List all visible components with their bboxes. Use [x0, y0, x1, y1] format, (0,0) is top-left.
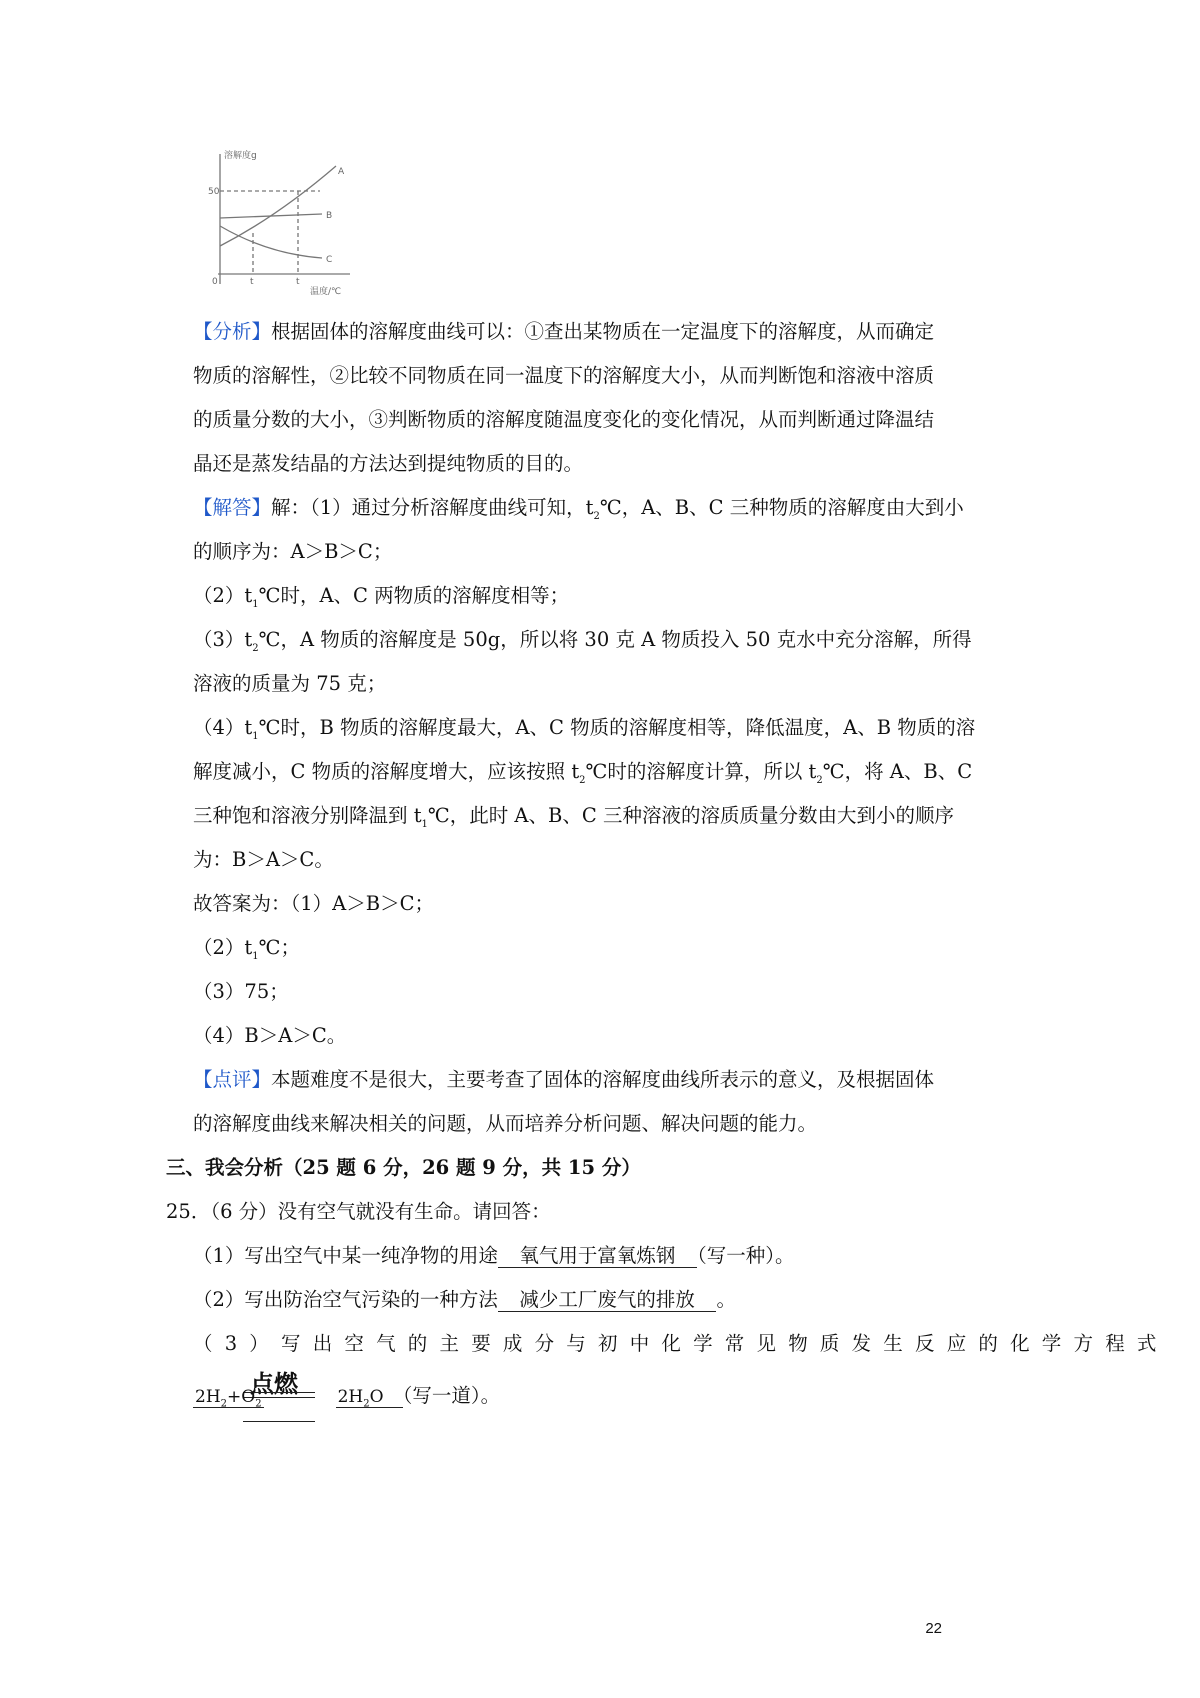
answer-line-1: 【解答】解：（1）通过分析溶解度曲线可知，$t_2℃$，A、B、C 三种物质的溶解度由大到小 [193, 496, 964, 522]
comment-line-2: 的溶解度曲线来解决相关的问题，从而培养分析问题、解决问题的能力。 [193, 1112, 818, 1135]
answer-line-2: 的顺序为：A＞B＞C； [193, 540, 393, 563]
y-axis-label: 溶解度g [224, 151, 257, 161]
analysis-line-4: 晶还是蒸发结晶的方法达到提纯物质的目的。 [193, 452, 584, 475]
question-25-part-1: （1）写出空气中某一纯净物的用途 氧气用于富氧炼钢 （写一种）。 [193, 1244, 795, 1267]
equation-line: $2H_2+O_2$ $2H_2O$ （写一道）。 [195, 1384, 501, 1410]
curve-c-label: C [326, 255, 333, 265]
x-tick-t1: t [250, 277, 254, 287]
equation-left: $2H_2+O_2$ [195, 1387, 262, 1410]
equation-condition: 点燃 [250, 1371, 298, 1398]
final-line-3: （3）75； [193, 980, 289, 1003]
answer-blank-2: 减少工厂废气的排放 [499, 1288, 715, 1311]
x-tick-t2: t [296, 277, 300, 287]
curve-a [220, 166, 336, 246]
equation-blank-underline [243, 1421, 315, 1422]
answer-line-3: $(2)t_1℃$时，A、C 两物质的溶解度相等； [193, 584, 570, 610]
solubility-curve-figure [208, 146, 358, 296]
final-line-1: 故答案为：（1）A＞B＞C； [193, 892, 434, 915]
answer-line-9: 为：B＞A＞C。 [193, 848, 334, 871]
x-axis-label: 温度/℃ [310, 287, 342, 296]
final-line-4: （4）B＞A＞C。 [193, 1024, 347, 1047]
question-25-part-3: （3）写出空气的主要成分与初中化学常见物质发生反应的化学方程式 [193, 1332, 1169, 1355]
answer-line-5: 溶液的质量为 75 克； [193, 672, 387, 695]
x-tick-0: 0 [212, 277, 218, 287]
final-line-2: $(2)t_1℃$； [193, 936, 300, 962]
analysis-line-3: 的质量分数的大小，③判断物质的溶解度随温度变化的变化情况，从而判断通过降温结 [193, 408, 935, 431]
question-25-part-2: （2）写出防治空气污染的一种方法 减少工厂废气的排放 。 [193, 1288, 736, 1311]
answer-blank-1: 氧气用于富氧炼钢 [499, 1244, 695, 1267]
answer-line-4: $(3)t_2℃$，A 物质的溶解度是 50g，所以将 30 克 A 物质投入 50 克水中充分溶解，所得 [193, 628, 972, 654]
answer-tag: 【解答】 [193, 496, 272, 519]
answer-line-7: 解度减小，C 物质的溶解度增大，应该按照 $t_2℃$时的溶解度计算，所以 $t_2℃$，将 A、B、C [193, 760, 973, 786]
comment-tag: 【点评】 [193, 1068, 272, 1091]
page-number: 22 [925, 1620, 942, 1637]
answer-line-6: $(4)t_1℃$时，B 物质的溶解度最大，A、C 物质的溶解度相等，降低温度，A、B 物质的溶 [193, 716, 976, 742]
curve-c [220, 226, 322, 258]
curve-b-label: B [326, 211, 333, 221]
comment-line-1: 【点评】本题难度不是很大，主要考查了固体的溶解度曲线所表示的意义，及根据固体 [193, 1068, 935, 1091]
analysis-line-2: 物质的溶解性，②比较不同物质在同一温度下的溶解度大小，从而判断饱和溶液中溶质 [193, 364, 935, 387]
answer-line-8: 三种饱和溶液分别降温到 $t_1℃$，此时 A、B、C 三种溶液的溶质质量分数由大到小的顺序 [193, 804, 954, 830]
section-heading: 三、我会分析（25 题 6 分，26 题 9 分，共 15 分） [166, 1156, 641, 1179]
curve-b [220, 214, 322, 218]
y-tick-50: 50 [208, 187, 220, 197]
analysis-tag: 【分析】 [193, 320, 272, 343]
analysis-line-1: 【分析】根据固体的溶解度曲线可以：①查出某物质在一定温度下的溶解度，从而确定 [193, 320, 935, 343]
question-25-stem: 25．（6 分）没有空气就没有生命。请回答： [166, 1200, 551, 1223]
curve-a-label: A [338, 167, 345, 177]
equation-right: $2H_2O$ [336, 1387, 403, 1408]
